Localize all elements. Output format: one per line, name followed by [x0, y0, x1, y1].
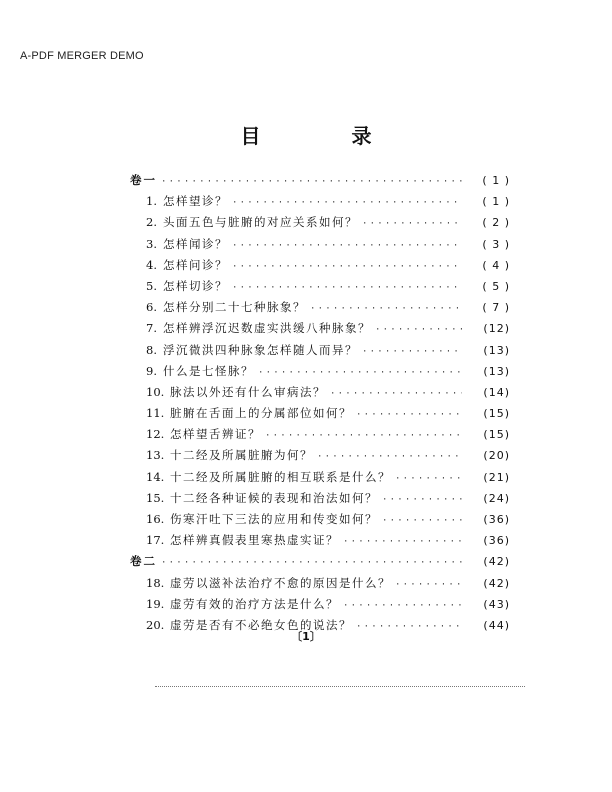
toc-entry-title: 怎样辨真假表里寒热虚实证？ — [170, 533, 339, 548]
toc-entry-number: 8. — [146, 342, 157, 357]
toc-entry-number: 12. — [146, 427, 165, 442]
toc-entry-row — [130, 447, 510, 468]
toc-entry-row — [130, 236, 510, 257]
toc-leader-dots — [232, 198, 462, 208]
toc-entry-title: 十二经各种证候的表现和治法如何？ — [170, 490, 378, 505]
toc-entry-row — [130, 214, 510, 235]
toc-entry-title: 怎样望诊？ — [162, 194, 228, 209]
toc-entry-title: 脉法以外还有什么审病法？ — [170, 384, 326, 399]
toc-entry-number: 13. — [146, 448, 165, 463]
toc-volume-row — [130, 172, 510, 193]
toc-leader-dots — [343, 537, 462, 547]
toc-entry-number: 5. — [146, 278, 157, 293]
toc-page-ref: (42) — [483, 555, 510, 569]
page-number: 〔1〕 — [291, 630, 321, 643]
toc-page-ref: (43) — [483, 597, 510, 611]
toc-page-ref: (13) — [483, 364, 510, 378]
toc-entry-number: 11. — [146, 406, 165, 421]
toc-entry-row — [130, 278, 510, 299]
toc-page-ref: ( 1 ) — [482, 195, 510, 209]
toc-leader-dots — [362, 347, 462, 357]
toc-leader-dots — [161, 558, 462, 568]
toc-page-ref: (21) — [483, 470, 510, 484]
toc-entry-row — [130, 490, 510, 511]
toc-entry-row — [130, 257, 510, 278]
toc-leader-dots — [265, 431, 462, 441]
toc-page-ref: (24) — [483, 491, 510, 505]
toc-entry-row — [130, 384, 510, 405]
toc-entry-title: 头面五色与脏腑的对应关系如何？ — [162, 215, 358, 230]
toc-entry-title: 伤寒汗吐下三法的应用和传变如何？ — [170, 512, 378, 526]
toc-entry-number: 10. — [146, 384, 165, 399]
toc-leader-dots — [395, 580, 462, 590]
toc-leader-dots — [362, 219, 462, 229]
toc-entry-row — [130, 405, 510, 426]
toc-page-ref: (36) — [483, 513, 510, 526]
toc-entry-row — [130, 469, 510, 490]
toc-entry-row — [130, 426, 510, 447]
toc-entry-title: 怎样分别二十七种脉象？ — [162, 300, 306, 315]
toc-page-ref: ( 3 ) — [482, 237, 510, 251]
toc-leader-dots — [330, 389, 462, 399]
toc-entry-row — [130, 193, 510, 214]
toc-entry-title: 虚劳有效的治疗方法是什么？ — [170, 596, 339, 611]
toc-entry-row — [130, 320, 510, 341]
toc-entry-title: 十二经及所属脏腑为何？ — [170, 448, 313, 463]
toc-page-ref: (13) — [483, 343, 510, 357]
toc-entry-row — [130, 342, 510, 363]
toc-page-ref: ( 4 ) — [482, 258, 510, 272]
toc-leader-dots — [310, 304, 462, 314]
toc-page-ref: (12) — [483, 322, 510, 336]
toc-entry-number: 20. — [146, 617, 165, 632]
toc-page-ref: (15) — [483, 407, 510, 421]
toc-page-ref: (42) — [483, 576, 510, 590]
toc-entry-number: 2. — [146, 215, 157, 230]
toc-entry-title: 虚劳是否有不必绝女色的说法？ — [170, 617, 352, 632]
toc-entry-row — [130, 532, 510, 553]
toc-entry-title: 怎样望舌辨证？ — [170, 427, 261, 442]
toc-entry-title: 虚劳以滋补法治疗不愈的原因是什么？ — [170, 575, 391, 590]
toc-page-ref: ( 2 ) — [482, 216, 510, 230]
toc-entry-row — [130, 299, 510, 320]
toc-page-ref: (15) — [483, 428, 510, 442]
toc-entry-title: 卷二 — [130, 554, 157, 569]
toc-leader-dots — [382, 516, 462, 526]
toc-entry-row — [130, 596, 510, 617]
toc-entry-number: 18. — [146, 575, 165, 590]
toc-entry-title: 十二经及所属脏腑的相互联系是什么？ — [170, 469, 391, 484]
toc-volume-row — [130, 553, 510, 574]
toc-entry-row — [130, 511, 510, 532]
toc-page-ref: (14) — [483, 385, 510, 399]
toc-leader-dots — [232, 241, 462, 251]
toc-page-ref: ( 5 ) — [482, 279, 510, 293]
toc-entry-number: 1. — [146, 194, 157, 209]
toc-entry-number: 3. — [146, 236, 157, 251]
toc-leader-dots — [382, 495, 462, 505]
toc-entry-title: 怎样闻诊？ — [162, 236, 228, 251]
toc-entry-number: 17. — [146, 533, 165, 548]
toc-entry-number: 6. — [146, 300, 157, 315]
toc-entry-row — [130, 575, 510, 596]
toc-entry-title: 什么是七怪脉？ — [162, 363, 254, 378]
toc-entry-number: 19. — [146, 596, 165, 611]
toc-leader-dots — [356, 410, 462, 420]
toc-entry-number: 4. — [146, 257, 157, 272]
toc-page-ref: ( 7 ) — [482, 301, 510, 315]
toc-entry-row — [130, 363, 510, 384]
page-title: 目 录 — [240, 124, 414, 148]
toc-entry-number: 7. — [146, 321, 157, 336]
table-of-contents — [130, 172, 510, 638]
toc-entry-title: 卷一 — [130, 173, 157, 187]
toc-leader-dots — [317, 452, 462, 462]
toc-page-ref: (44) — [483, 618, 510, 632]
toc-leader-dots — [395, 474, 462, 484]
toc-entry-number: 9. — [146, 363, 157, 378]
toc-entry-number: 16. — [146, 512, 165, 526]
toc-leader-dots — [161, 177, 462, 187]
toc-leader-dots — [375, 325, 462, 335]
toc-entry-number: 14. — [146, 469, 165, 484]
toc-entry-title: 脏腑在舌面上的分属部位如何？ — [170, 406, 352, 421]
toc-page-ref: (20) — [483, 449, 510, 463]
toc-leader-dots — [232, 283, 462, 293]
toc-entry-number: 15. — [146, 490, 165, 505]
toc-entry-title: 怎样辨浮沉迟数虚实洪缓八种脉象？ — [162, 321, 371, 336]
toc-leader-dots — [343, 601, 462, 611]
toc-leader-dots — [258, 368, 462, 378]
toc-page-ref: ( 1 ) — [482, 174, 510, 187]
toc-leader-dots — [232, 262, 462, 272]
watermark-text: A-PDF MERGER DEMO — [20, 50, 144, 62]
toc-entry-title: 浮沉微洪四种脉象怎样随人而异？ — [162, 342, 358, 357]
toc-entry-title: 怎样切诊？ — [162, 278, 228, 293]
toc-entry-title: 怎样问诊？ — [162, 257, 228, 272]
toc-page-ref: (36) — [483, 534, 510, 548]
bottom-divider — [155, 686, 525, 687]
